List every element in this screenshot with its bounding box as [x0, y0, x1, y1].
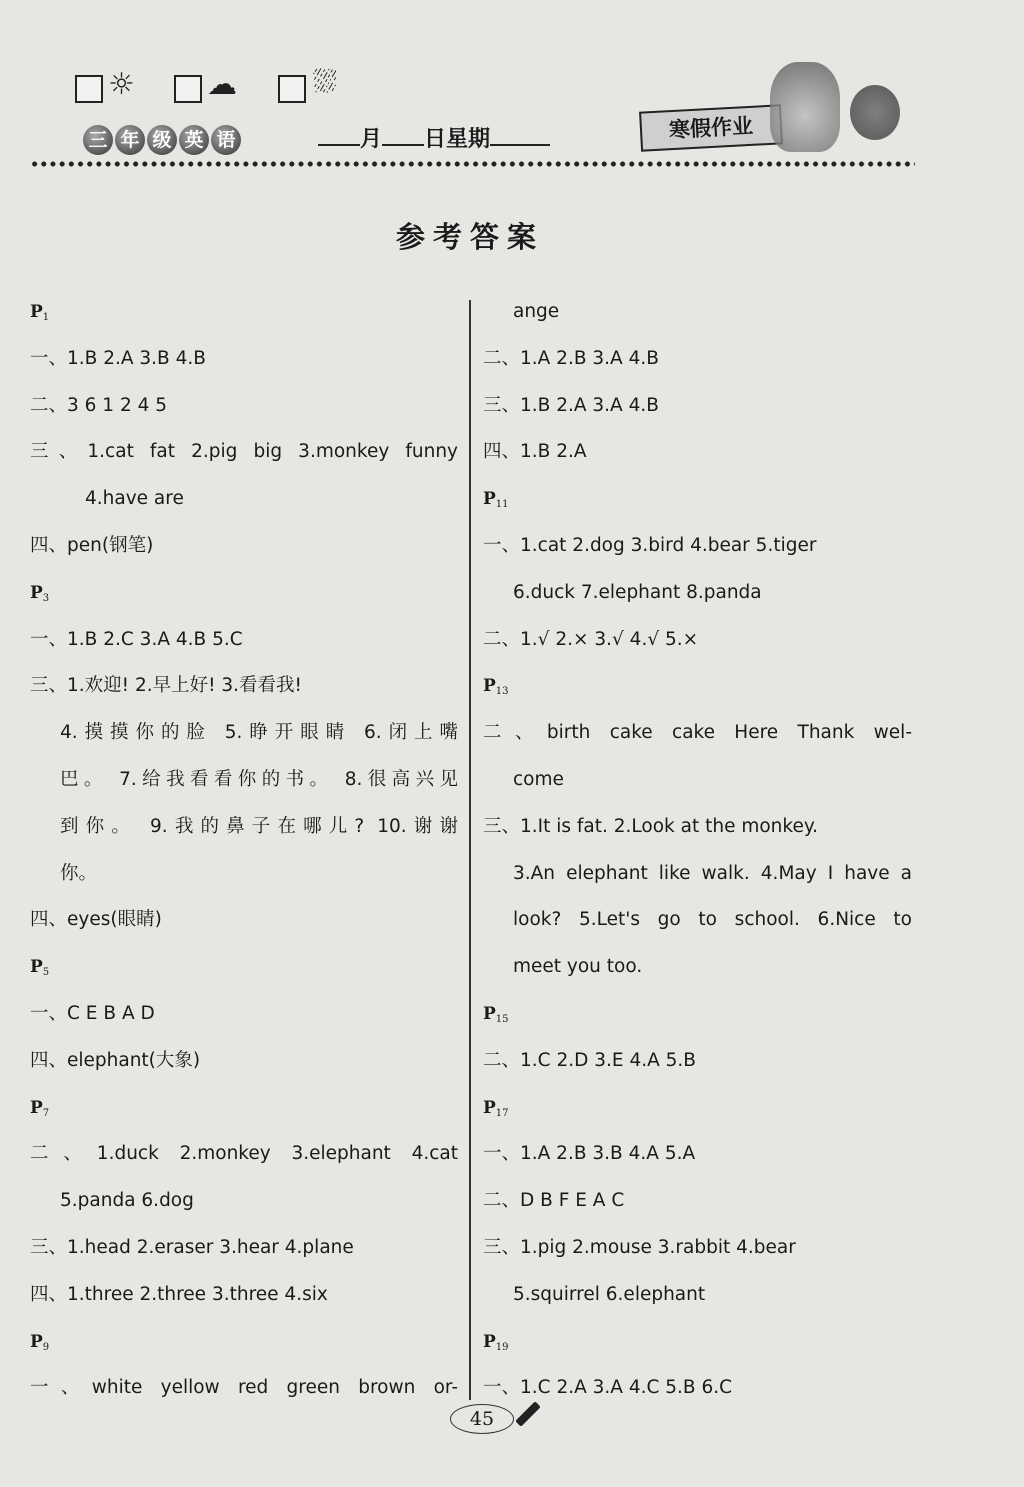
page-label	[483, 1330, 509, 1360]
page-label	[30, 1096, 49, 1126]
badge-char: 英	[179, 125, 209, 155]
answer-line: 二、3 6 1 2 4 5	[30, 394, 168, 416]
column-divider	[469, 300, 471, 1400]
page-label-number: 15	[495, 1014, 509, 1025]
answer-line: 二、birth cake cake Here Thank wel-	[483, 722, 912, 744]
page-label-number: 9	[42, 1341, 50, 1353]
page-label	[483, 487, 509, 517]
day-blank[interactable]	[382, 126, 424, 146]
page-number: 45	[450, 1404, 514, 1434]
page-label-letter: P	[483, 1004, 496, 1024]
page-label	[30, 300, 49, 330]
answer-line: 三、1.B 2.A 3.A 4.B	[483, 394, 659, 416]
weather-checkbox-sunny[interactable]	[75, 75, 103, 103]
answer-line: ange	[513, 301, 560, 322]
answer-line: 5.squirrel 6.elephant	[513, 1283, 706, 1305]
answer-line: 四、1.three 2.three 3.three 4.six	[30, 1283, 328, 1305]
page-label-letter: P	[30, 582, 43, 603]
answer-line: 4.have are	[85, 488, 184, 510]
page-label-letter: P	[483, 1097, 496, 1118]
tree-illustration	[850, 85, 900, 140]
page-label-number: 11	[495, 499, 509, 511]
answer-line: 三、1.pig 2.mouse 3.rabbit 4.bear	[483, 1237, 796, 1258]
answer-line: 巴。 7.给我看看你的书。 8.很高兴见	[60, 769, 458, 790]
answer-line: 二、1.A 2.B 3.A 4.B	[483, 347, 659, 369]
page-label-number: 5	[42, 967, 50, 979]
answer-line: 三、1.cat fat 2.pig big 3.monkey funny	[30, 441, 458, 463]
weather-checkbox-rain[interactable]	[278, 75, 306, 103]
answer-line: 三、1.It is fat. 2.Look at the monkey.	[483, 815, 819, 837]
answer-line: 四、1.B 2.A	[483, 441, 587, 463]
answer-line: 一、1.B 2.C 3.A 4.B 5.C	[30, 628, 243, 650]
grade-subject-badges	[83, 125, 243, 155]
weather-checkbox-cloudy[interactable]	[174, 75, 202, 103]
page-label	[483, 674, 509, 704]
answer-line: 5.panda 6.dog	[60, 1190, 194, 1212]
answer-line: 到你。 9.我的鼻子在哪儿? 10.谢谢	[60, 815, 458, 837]
answer-line: 一、white yellow red green brown or-	[30, 1377, 458, 1399]
pencil-icon	[515, 1401, 540, 1426]
page-label-number: 17	[495, 1107, 509, 1119]
dotted-divider	[30, 161, 915, 167]
badge-char: 年	[115, 125, 145, 155]
winter-homework-banner: 寒假作业	[639, 104, 783, 151]
page-label-number: 19	[495, 1341, 509, 1353]
answer-line: 二、D B F E A C	[483, 1190, 625, 1212]
page-label-letter: P	[30, 957, 43, 978]
answer-line: 你。	[60, 862, 98, 884]
answer-line: 一、1.B 2.A 3.B 4.B	[30, 347, 206, 369]
month-blank[interactable]	[318, 126, 360, 146]
page-label-letter: P	[30, 302, 43, 322]
badge-char: 级	[147, 125, 177, 155]
date-line	[318, 122, 550, 153]
answer-line: 一、1.C 2.A 3.A 4.C 5.B 6.C	[483, 1377, 733, 1399]
sun-icon: ☼	[108, 67, 135, 102]
page-label-letter: P	[483, 1331, 496, 1352]
page-label-letter: P	[30, 1097, 43, 1118]
badge-char: 三	[83, 125, 113, 155]
answer-line: come	[513, 769, 564, 790]
answer-line: 二、1.duck 2.monkey 3.elephant 4.cat	[30, 1143, 458, 1165]
page-title: 参考答案	[395, 220, 544, 254]
answer-line: 四、elephant(大象)	[30, 1049, 201, 1071]
answer-line: 3.An elephant like walk. 4.May I have a	[513, 862, 912, 884]
day-weekday-label: 日星期	[424, 126, 491, 152]
answer-line: 四、pen(钢笔)	[30, 535, 154, 556]
page-label-number: 7	[42, 1107, 50, 1119]
page-label-number: 3	[42, 592, 50, 604]
answer-line: 6.duck 7.elephant 8.panda	[513, 581, 762, 603]
answer-line: 二、1.√ 2.× 3.√ 4.√ 5.×	[483, 628, 699, 650]
page-label	[483, 1002, 509, 1032]
answer-line: 一、1.cat 2.dog 3.bird 4.bear 5.tiger	[483, 535, 817, 556]
page-label-letter: P	[483, 676, 496, 697]
page-label-letter: P	[483, 489, 496, 510]
answer-line: 三、1.欢迎! 2.早上好! 3.看看我!	[30, 675, 302, 697]
cloud-icon: ☁	[207, 67, 237, 102]
page-label-number: 1	[42, 312, 50, 323]
answer-line: 二、1.C 2.D 3.E 4.A 5.B	[483, 1049, 696, 1071]
page-label-number: 13	[495, 686, 509, 698]
page-label	[30, 1330, 49, 1360]
answer-line: 一、C E B A D	[30, 1003, 155, 1024]
page-label	[483, 1096, 509, 1126]
answer-line: 四、eyes(眼睛)	[30, 909, 162, 931]
page-label	[30, 955, 49, 985]
badge-char: 语	[211, 125, 241, 155]
weekday-blank[interactable]	[490, 126, 550, 146]
answer-line: 三、1.head 2.eraser 3.hear 4.plane	[30, 1237, 354, 1258]
answer-line: meet you too.	[513, 956, 643, 978]
answer-line: 一、1.A 2.B 3.B 4.A 5.A	[483, 1143, 696, 1165]
answer-line: 4.摸摸你的脸 5.睁开眼睛 6.闭上嘴	[60, 722, 458, 744]
page-label-letter: P	[30, 1331, 43, 1352]
rain-icon: ⛆	[313, 65, 337, 100]
page-label	[30, 581, 49, 611]
answer-line: look? 5.Let's go to school. 6.Nice to	[513, 909, 912, 931]
month-label: 月	[360, 126, 383, 152]
rabbit-illustration	[770, 62, 840, 152]
